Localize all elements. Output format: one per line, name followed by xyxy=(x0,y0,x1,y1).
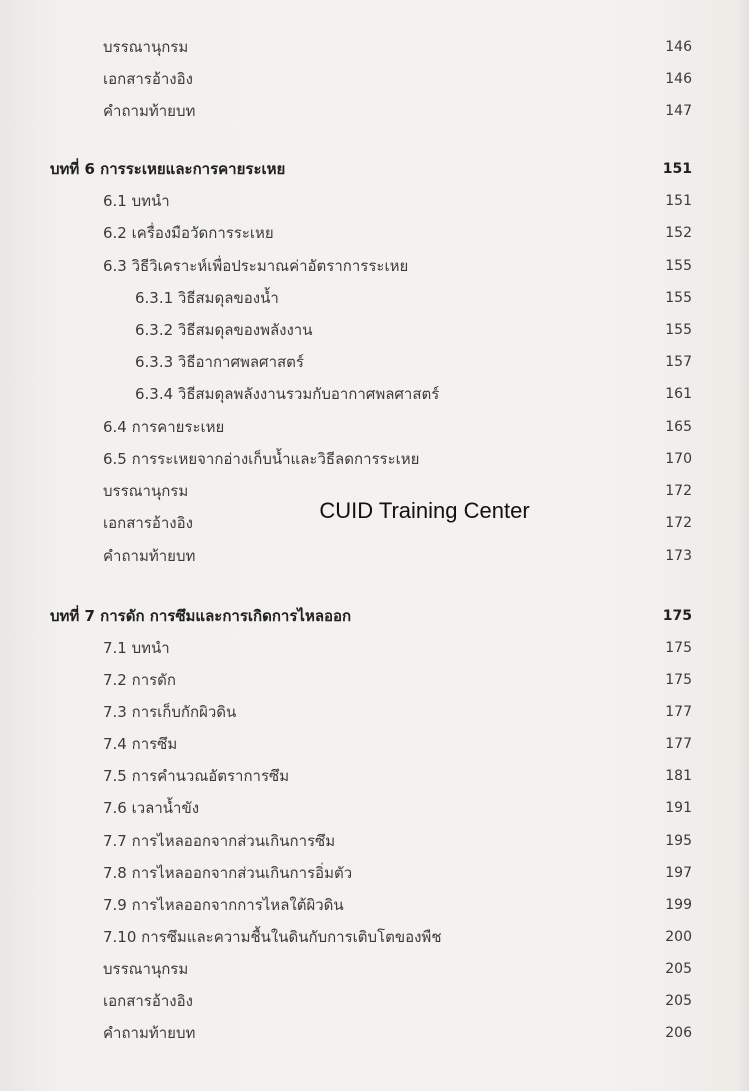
toc-page-number: 205 xyxy=(665,993,692,1009)
toc-page-number: 151 xyxy=(662,161,692,177)
toc-entry-title: บทที่ 6 การระเหยและการคายระเหย xyxy=(50,160,286,178)
toc-page-number: 146 xyxy=(665,71,692,87)
toc-page-number: 172 xyxy=(665,515,692,531)
toc-subsection-row xyxy=(0,349,749,375)
toc-entry-title: 6.5 การระเหยจากอ่างเก็บน้ำและวิธีลดการระเหย xyxy=(103,450,420,468)
toc-section-row xyxy=(0,446,749,472)
toc-page-number: 170 xyxy=(665,451,692,467)
toc-entry-title: คำถามท้ายบท xyxy=(103,547,196,565)
watermark-text: CUID Training Center xyxy=(319,498,530,523)
toc-entry-title: 7.8 การไหลออกจากส่วนเกินการอิ่มตัว xyxy=(103,864,353,882)
toc-section-row xyxy=(0,635,749,661)
toc-section-row xyxy=(0,795,749,821)
toc-page-number: 152 xyxy=(665,225,692,241)
toc-page-number: 199 xyxy=(665,897,692,913)
toc-section-row xyxy=(0,699,749,725)
toc-entry-title: 7.6 เวลาน้ำขัง xyxy=(103,799,200,817)
toc-entry-title: บรรณานุกรม xyxy=(103,960,189,978)
toc-entry-title: 7.4 การซึม xyxy=(103,735,178,753)
toc-chapter-row xyxy=(0,156,749,182)
toc-page-number: 172 xyxy=(665,483,692,499)
toc-section-row xyxy=(0,66,749,92)
toc-entry-title: 7.2 การดัก xyxy=(103,671,177,689)
toc-page-number: 175 xyxy=(665,640,692,656)
toc-page-number: 206 xyxy=(665,1025,692,1041)
toc-page-number: 175 xyxy=(662,608,692,624)
toc-page-number: 191 xyxy=(665,800,692,816)
toc-entry-title: 7.9 การไหลออกจากการไหลใต้ผิวดิน xyxy=(103,896,344,914)
toc-section-row xyxy=(0,220,749,246)
toc-section-row xyxy=(0,34,749,60)
toc-page-number: 181 xyxy=(665,768,692,784)
toc-entry-title: 6.3.3 วิธีอากาศพลศาสตร์ xyxy=(135,353,304,371)
toc-section-row xyxy=(0,763,749,789)
toc-subsection-row xyxy=(0,285,749,311)
toc-section-row xyxy=(0,860,749,886)
toc-section-row xyxy=(0,924,749,950)
toc-page-number: 147 xyxy=(665,103,692,119)
toc-page-number: 205 xyxy=(665,961,692,977)
toc-page-number: 173 xyxy=(665,548,692,564)
toc-page-number: 155 xyxy=(665,322,692,338)
page-edge-shadow xyxy=(737,0,749,1091)
toc-entry-title: คำถามท้ายบท xyxy=(103,1024,196,1042)
toc-entry-title: เอกสารอ้างอิง xyxy=(103,70,193,88)
toc-section-row xyxy=(0,956,749,982)
toc-section-row xyxy=(0,667,749,693)
toc-page-number: 200 xyxy=(665,929,692,945)
toc-entry-title: 7.7 การไหลออกจากส่วนเกินการซึม xyxy=(103,832,336,850)
toc-entry-title: 6.2 เครื่องมือวัดการระเหย xyxy=(103,224,274,242)
toc-page-number: 165 xyxy=(665,419,692,435)
toc-entry-title: บรรณานุกรม xyxy=(103,38,189,56)
toc-section-row xyxy=(0,188,749,214)
toc-page-number: 157 xyxy=(665,354,692,370)
toc-page-number: 155 xyxy=(665,258,692,274)
toc-chapter-row xyxy=(0,603,749,629)
toc-section-row xyxy=(0,892,749,918)
toc-section-row xyxy=(0,828,749,854)
toc-page-number: 197 xyxy=(665,865,692,881)
toc-entry-title: เอกสารอ้างอิง xyxy=(103,992,193,1010)
toc-section-row xyxy=(0,543,749,569)
toc-page-number: 195 xyxy=(665,833,692,849)
toc-section-row xyxy=(0,988,749,1014)
toc-subsection-row xyxy=(0,317,749,343)
toc-entry-title: 7.5 การคำนวณอัตราการซึม xyxy=(103,767,290,785)
toc-page-number: 151 xyxy=(665,193,692,209)
toc-entry-title: 6.3 วิธีวิเคราะห์เพื่อประมาณค่าอัตราการระเหย xyxy=(103,257,409,275)
toc-section-row xyxy=(0,98,749,124)
toc-entry-title: 7.3 การเก็บกักผิวดิน xyxy=(103,703,237,721)
toc-section-row xyxy=(0,1020,749,1046)
toc-entry-title: บทที่ 7 การดัก การซึมและการเกิดการไหลออก xyxy=(50,607,352,625)
toc-entry-title: บรรณานุกรม xyxy=(103,482,189,500)
toc-subsection-row xyxy=(0,381,749,407)
toc-page-number: 155 xyxy=(665,290,692,306)
toc-page-number: 175 xyxy=(665,672,692,688)
toc-page-number: 146 xyxy=(665,39,692,55)
toc-section-row xyxy=(0,731,749,757)
toc-entry-title: 7.10 การซึมและความชื้นในดินกับการเติบโตของพืช xyxy=(103,928,442,946)
toc-section-row xyxy=(0,414,749,440)
toc-page-number: 177 xyxy=(665,704,692,720)
toc-entry-title: 6.3.1 วิธีสมดุลของน้ำ xyxy=(135,289,279,307)
toc-entry-title: 6.3.4 วิธีสมดุลพลังงานรวมกับอากาศพลศาสตร์ xyxy=(135,385,440,403)
toc-entry-title: 6.4 การคายระเหย xyxy=(103,418,225,436)
toc-page-number: 161 xyxy=(665,386,692,402)
toc-section-row xyxy=(0,253,749,279)
toc-entry-title: 7.1 บทนำ xyxy=(103,639,170,657)
toc-entry-title: คำถามท้ายบท xyxy=(103,102,196,120)
toc-entry-title: 6.3.2 วิธีสมดุลของพลังงาน xyxy=(135,321,313,339)
toc-entry-title: เอกสารอ้างอิง xyxy=(103,514,193,532)
toc-page-number: 177 xyxy=(665,736,692,752)
toc-entry-title: 6.1 บทนำ xyxy=(103,192,170,210)
